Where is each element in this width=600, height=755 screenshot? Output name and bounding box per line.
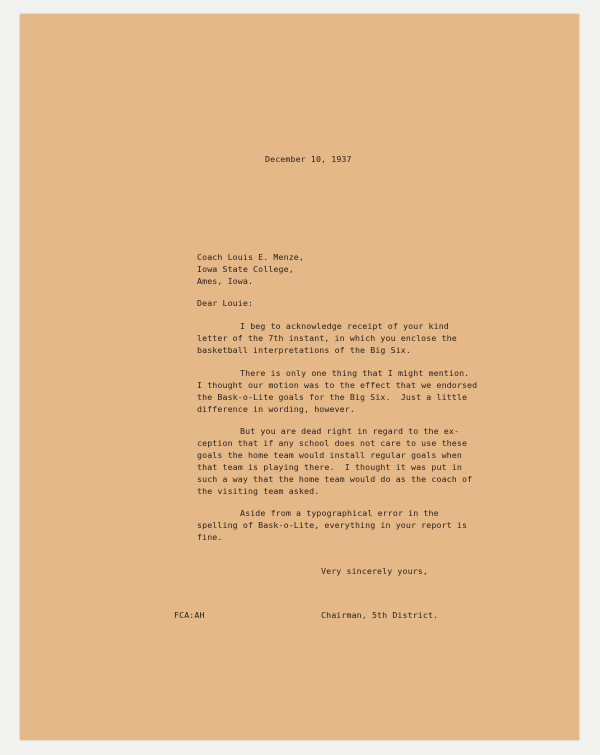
paragraph1-line: basketball interpretations of the Big Six.	[197, 345, 411, 355]
paragraph4-line: spelling of Bask-o-Lite, everything in your report is	[197, 520, 468, 530]
paragraph2-line: There is only one thing that I might mention.	[240, 368, 470, 378]
letter-date: December 10, 1937	[265, 154, 352, 164]
salutation: Dear Louie:	[197, 298, 254, 308]
paragraph4-line: fine.	[197, 532, 223, 542]
paragraph3-line: the visiting team asked.	[197, 486, 320, 496]
paragraph1-line: I beg to acknowledge receipt of your kind	[240, 321, 449, 331]
letter-page	[20, 14, 579, 740]
paragraph2-line: the Bask-o-Lite goals for the Big Six. Just a little	[197, 392, 468, 402]
closing: Very sincerely yours,	[321, 566, 428, 576]
paragraph2-line: difference in wording, however.	[197, 404, 355, 414]
recipient-city: Ames, Iowa.	[197, 276, 254, 286]
typist-initials: FCA:AH	[174, 610, 205, 620]
paragraph3-line: But you are dead right in regard to the ex-	[240, 426, 460, 436]
paragraph1-line: letter of the 7th instant, in which you enclose the	[197, 333, 457, 343]
recipient-institution: Iowa State College,	[197, 264, 294, 274]
signature-title: Chairman, 5th District.	[321, 610, 439, 620]
paragraph2-line: I thought our motion was to the effect that we endorsed	[197, 380, 478, 390]
paragraph3-line: goals the home team would install regular goals when	[197, 450, 462, 460]
paragraph3-line: ception that if any school does not care to use these	[197, 438, 468, 448]
recipient-name: Coach Louis E. Menze,	[197, 252, 304, 262]
paragraph3-line: that team is playing there. I thought it was put in	[197, 462, 462, 472]
paragraph4-line: Aside from a typographical error in the	[240, 508, 439, 518]
paragraph3-line: such a way that the home team would do as the coach of	[197, 474, 473, 484]
